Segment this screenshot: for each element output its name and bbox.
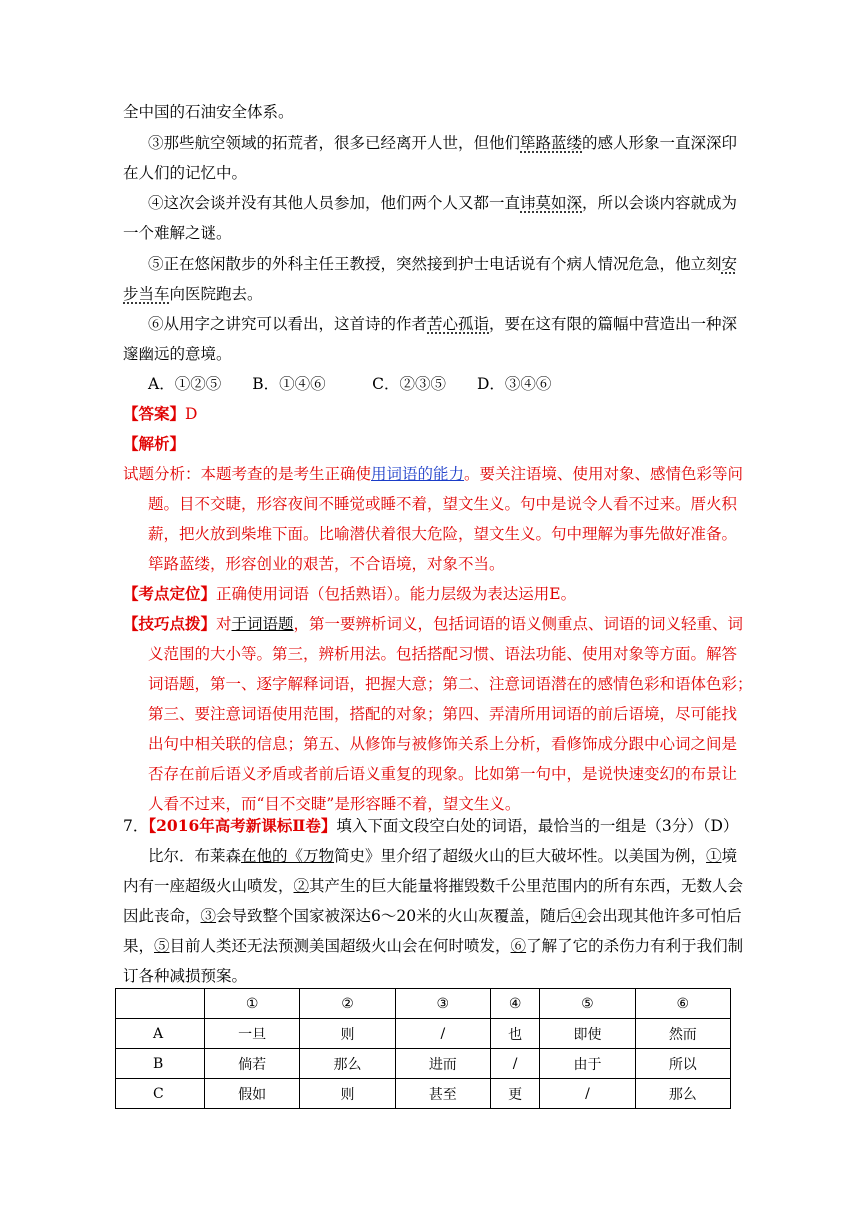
table-header-cell: ②	[300, 989, 395, 1019]
text: ④这次会谈并没有其他人员参加，他们两个人又都一直	[148, 194, 521, 212]
table-cell: 甚至	[395, 1079, 490, 1109]
table-cell: /	[540, 1079, 635, 1109]
analysis-tag: 【解析】	[123, 434, 186, 453]
blank-marker-3: ③	[200, 907, 217, 925]
text: 订各种减损预案。	[123, 967, 248, 985]
text: ，第一要辨析词义，包括词语的语义侧重点、词语的词义轻重、词	[293, 615, 744, 633]
row-label: C	[116, 1079, 205, 1109]
table-row	[116, 1019, 731, 1049]
text-line	[123, 163, 247, 183]
kaodian-line	[123, 584, 576, 604]
item-5	[148, 254, 737, 274]
text: 会导致整个国家被深达6～20米的火山灰覆盖，随后	[216, 907, 572, 925]
answer-tag: 【答案】	[123, 404, 186, 423]
text: 了解了它的杀伤力有利于我们制	[526, 937, 744, 955]
item-6	[148, 314, 737, 334]
item-3	[148, 133, 737, 153]
jiqiao-line	[148, 704, 737, 724]
table-header-row	[116, 989, 731, 1019]
table-cell: 进而	[395, 1049, 490, 1079]
text: 其产生的巨大能量将摧毁数千公里范围内的所有东西，无数人会	[309, 877, 744, 895]
text: 薪，把火放到柴堆下面。比喻潜伏着很大危险，望文生义。句中理解为事先做好准备。	[148, 525, 738, 543]
passage-line	[123, 936, 743, 956]
text: 的感人形象一直深深印	[582, 134, 738, 152]
kaodian-tag: 【考点定位】	[123, 584, 217, 603]
table-cell: 假如	[205, 1079, 300, 1109]
table-header-cell: ③	[395, 989, 490, 1019]
text: 邃幽远的意境。	[123, 345, 232, 363]
text: 词语题，第一、逐字解释词语，把握大意；第二、注意词语潜在的感情色彩和语体色彩；	[148, 675, 753, 693]
jiqiao-line	[148, 764, 737, 784]
answer-value: D	[185, 405, 198, 423]
jiqiao-line	[148, 674, 753, 694]
passage-line	[123, 966, 247, 986]
text: 出句中相关联的信息；第五、从修饰与被修饰关系上分析，看修饰成分跟中心词之间是	[148, 735, 738, 753]
passage-line	[123, 906, 742, 926]
options-table	[115, 988, 731, 1109]
text-line	[123, 102, 294, 122]
text-line	[123, 223, 232, 243]
question-number: 7．	[123, 817, 149, 835]
table-cell: /	[395, 1019, 490, 1049]
row-label: B	[116, 1049, 205, 1079]
blank-marker-6: ⑥	[510, 937, 527, 955]
text: ，要在这有限的篇幅中营造出一种深	[489, 315, 738, 333]
text: 境	[721, 847, 738, 865]
link-word-ability[interactable]: 用词语的能力	[371, 465, 465, 483]
jiqiao-line	[148, 644, 737, 664]
table-header-cell: ⑤	[540, 989, 635, 1019]
emphasized-idiom: 安	[721, 255, 738, 273]
table-header-cell: ①	[205, 989, 300, 1019]
text: 第三、要注意词语使用范围，搭配的对象；第四、弄清所用词语的前后语境，尽可能找	[148, 705, 738, 723]
jiqiao-line	[148, 794, 520, 814]
text-line	[123, 284, 263, 304]
text: ⑥从用字之讲究可以看出，这首诗的作者	[148, 315, 428, 333]
emphasized-idiom: 讳莫如深	[520, 194, 583, 212]
emphasized-idiom: 步当车	[123, 285, 170, 303]
text: ③那些航空领域的拓荒者，很多已经离开人世，但他们	[148, 134, 521, 152]
text: 一个难解之谜。	[123, 224, 232, 242]
blank-marker-1: ①	[706, 847, 722, 865]
table-cell: 也	[490, 1019, 539, 1049]
underlined-text: 在他的《万物	[241, 847, 335, 865]
analysis-heading	[123, 434, 185, 454]
blank-marker-2: ②	[293, 877, 310, 895]
analysis-line	[148, 524, 737, 544]
table-row	[116, 1049, 731, 1079]
table-row	[116, 1079, 731, 1109]
text: ，所以会谈内容就成为	[582, 194, 738, 212]
emphasized-idiom: 筚路蓝缕	[520, 134, 583, 152]
text: 向医院跑去。	[169, 285, 263, 303]
text: 会出现其他许多可怕后	[586, 907, 742, 925]
table-cell: 倘若	[205, 1049, 300, 1079]
table-cell: 一旦	[205, 1019, 300, 1049]
analysis-line	[148, 494, 737, 514]
text: 正确使用词语（包括熟语）。能力层级为表达运用E。	[216, 585, 577, 603]
question-7-title	[123, 816, 738, 836]
text: 简史》里介绍了超级火山的巨大破坏性。以美国为例，	[334, 847, 707, 865]
jiqiao-tag: 【技巧点拨】	[123, 614, 217, 633]
emphasized-idiom: 苦心孤诣	[427, 315, 490, 333]
table-cell: 然而	[635, 1019, 730, 1049]
analysis-line	[148, 554, 505, 574]
text: 填入下面文段空白处的词语，最恰当的一组是（3分）（D）	[336, 817, 739, 835]
table-cell: 则	[300, 1019, 395, 1049]
analysis-line	[123, 464, 743, 484]
text: 目前人类还无法预测美国超级火山会在何时喷发，	[169, 937, 511, 955]
underlined-text: 于词语题	[231, 615, 294, 633]
passage-line	[123, 876, 743, 896]
text: A．①②⑤ B．①④⑥ C．②③⑤ D．③④⑥	[148, 375, 552, 393]
blank-marker-5: ⑤	[154, 937, 170, 955]
blank-marker-4: ④	[571, 907, 587, 925]
item-4	[148, 193, 737, 213]
text: 全中国的石油安全体系。	[123, 103, 294, 121]
table-cell: /	[490, 1049, 539, 1079]
text: 。要关注语境、使用对象、感情色彩等问	[464, 465, 744, 483]
text-line	[123, 344, 232, 364]
text: 否存在前后语义矛盾或者前后语义重复的现象。比如第一句中，是说快速变幻的布景让	[148, 765, 738, 783]
text: 果，	[123, 937, 155, 955]
source-tag: 【2016年高考新课标Ⅱ卷】	[148, 816, 337, 835]
answer-options	[148, 374, 551, 394]
text: 内有一座超级火山喷发，	[123, 877, 294, 895]
text: ⑤正在悠闲散步的外科主任王教授，突然接到护士电话说有个病人情况危急，他立刻	[148, 255, 722, 273]
text: 比尔．布莱森	[148, 847, 242, 865]
text: 试题分析：本题考查的是考生正确使	[123, 465, 372, 483]
text: 筚路蓝缕，形容创业的艰苦，不合语境，对象不当。	[148, 555, 505, 573]
text: 题。目不交睫，形容夜间不睡觉或睡不着，望文生义。句中是说令人看不过来。厝火积	[148, 495, 738, 513]
answer-line	[123, 404, 197, 424]
jiqiao-line	[148, 734, 737, 754]
table-cell	[116, 989, 205, 1019]
table-cell: 那么	[635, 1079, 730, 1109]
table-cell: 即使	[540, 1019, 635, 1049]
text: 人看不过来，而“目不交睫”是形容睡不着，望文生义。	[148, 795, 521, 813]
table-cell: 更	[490, 1079, 539, 1109]
text: 义范围的大小等。第三，辨析用法。包括搭配习惯、语法功能、使用对象等方面。解答	[148, 645, 738, 663]
table-header-cell: ⑥	[635, 989, 730, 1019]
table-cell: 所以	[635, 1049, 730, 1079]
table-cell: 则	[300, 1079, 395, 1109]
table-header-cell: ④	[490, 989, 539, 1019]
text: 在人们的记忆中。	[123, 164, 248, 182]
text: 因此丧命，	[123, 907, 201, 925]
passage-line	[148, 846, 737, 866]
text: 对	[216, 615, 232, 633]
row-label: A	[116, 1019, 205, 1049]
table-cell: 由于	[540, 1049, 635, 1079]
table-cell: 那么	[300, 1049, 395, 1079]
jiqiao-line	[123, 614, 743, 634]
